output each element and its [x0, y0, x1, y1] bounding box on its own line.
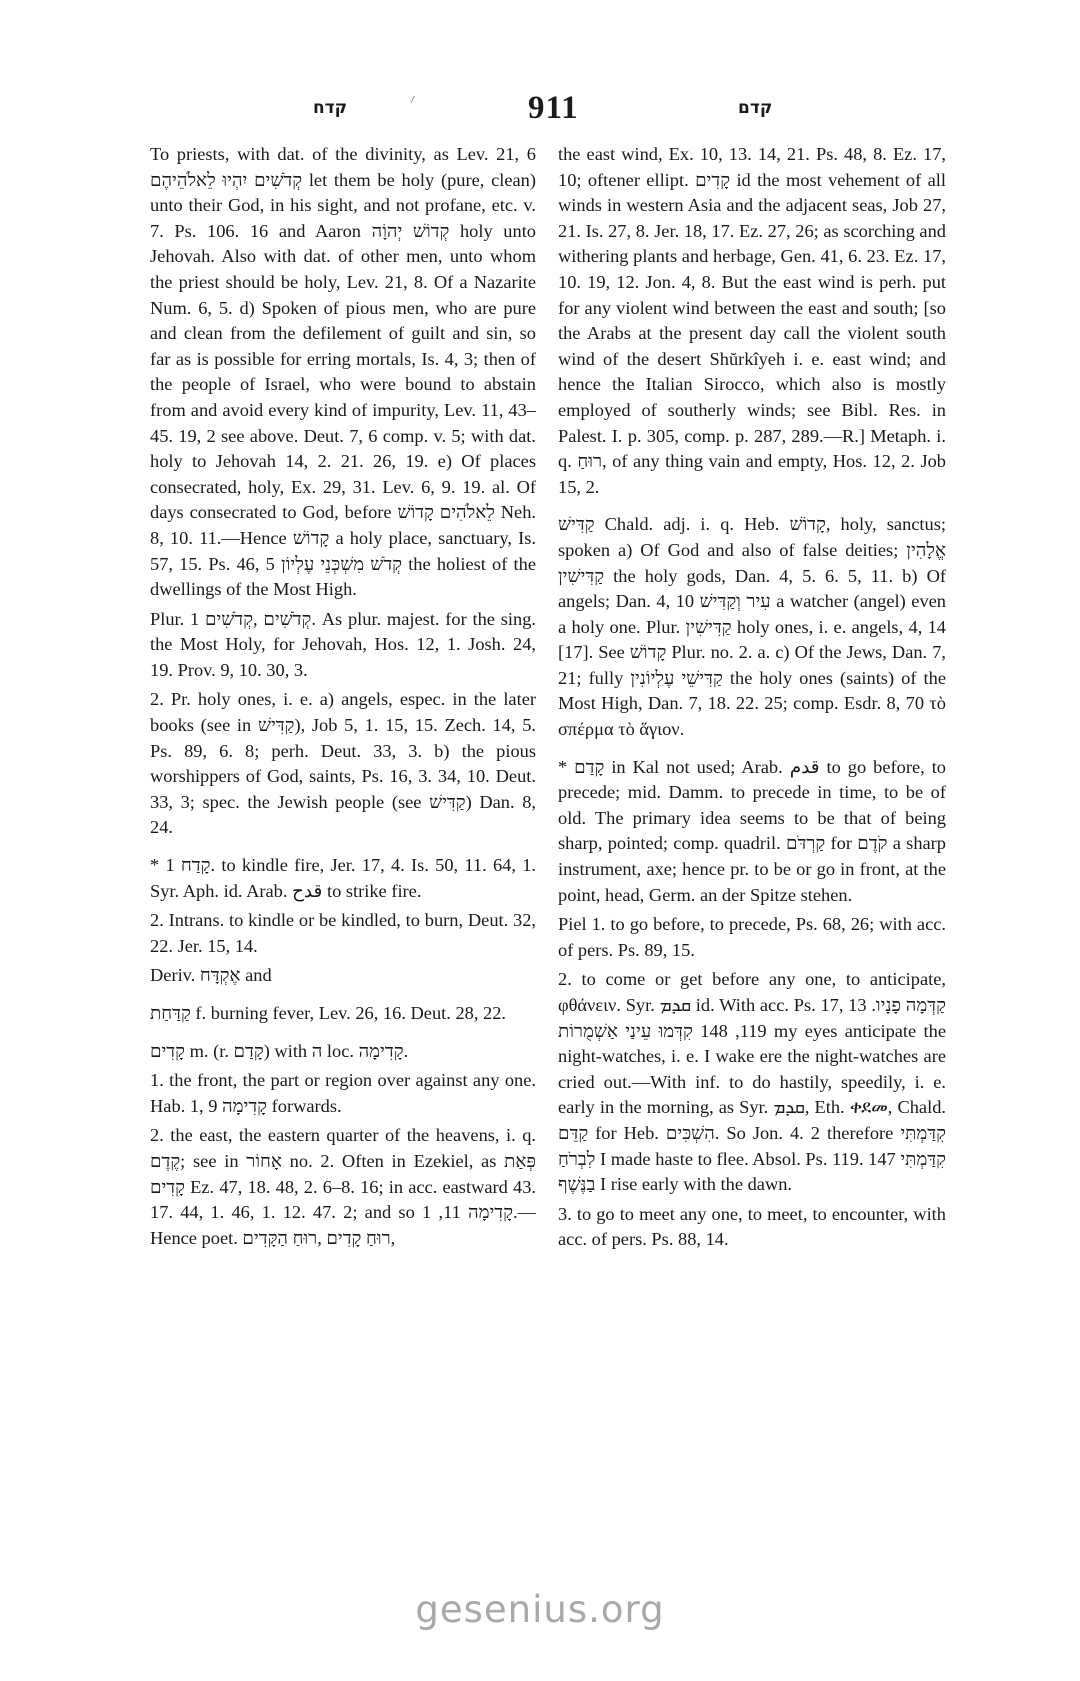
running-head-right: קדם — [738, 98, 773, 118]
paragraph: Piel 1. to go before, to precede, Ps. 68, 26; with acc. of pers. Ps. 89, 15. — [558, 914, 946, 960]
page-header — [0, 88, 1080, 138]
entry-kaddish: קַדִּישׁ Chald. adj. i. q. Heb. קָדוֹשׁ, holy, sanctus; spoken a) Of God and also of false deities; אֱלָהִין קַדִּישִׁין the holy gods, Dan. 4, 5. 6. 5, 11. b) Of angels; Dan. 4, 10 עִיר וְקַדִּישׁ a watcher (angel) even a holy one. Plur. קַדִּישִׁין holy ones, i. e. angels, 4, 14 [17]. See קָדוֹשׁ Plur. no. 2. a. c) Of the Jews, Dan. 7, 21; fully קַדִּישֵׁי עֶלְיוֹנִין the holy ones (saints) of the Most High, Dan. 7, 18. 22. 25; comp. Esdr. 8, 70 τὸ σπέρμα τὸ ἅγιον. — [558, 514, 947, 740]
paragraph: the east wind, Ex. 10, 13. 14, 21. Ps. 48, 8. Ez. 17, 10; oftener ellipt. קָדִים id the most vehement of all winds in western Asia and the adjacent seas, Job 27, 21. Is. 27, 8. Jer. 18, 17. Ez. 27, 26; as scorching and withering plants and herbage, Gen. 41, 6. 23. Ez. 17, 10. 19, 12. Jon. 4, 8. But the east wind is perh. put for any violent wind between the east and south; [so the Arabs at the present day call the violent south wind of the desert Shŭrkîyeh i. e. east wind; and hence the Italian Sirocco, which also is mostly employed of southerly winds; see Bibl. Res. in Palest. I. p. 305, comp. p. 287, 289.—R.] Metaph. i. q. רוּחַ, of any thing vain and empty, Hos. 12, 2. Job 15, 2. — [558, 144, 946, 497]
paragraph: To priests, with dat. of the divinity, as Lev. 21, 6 קְדֹשִׁים יִהְיוּ לֵאלֹהֵיהֶם let them be holy (pure, clean) unto their God, in his sight, and not profane, etc. v. 7. Ps. 106. 16 and Aaron קְדוֹשׁ יְהוָֹה holy unto Jehovah. Also with dat. of other men, unto whom the priest should be holy, Lev. 21, 8. Of a Nazarite Num. 6, 5. d) Spoken of pious men, who are pure and clean from the defilement of guilt and sin, so far as is possible for erring mortals, Is. 4, 3; then of the people of Israel, who were bound to abstain from and avoid every kind of impurity, Lev. 11, 43–45. 19, 2 see above. Deut. 7, 6 comp. v. 5; with dat. holy to Jehovah 14, 2. 21. 26, 19. e) Of places consecrated, holy, Ex. 29, 31. Lev. 6, 9. 19. al. Of days consecrated to God, before לֵאלֹהִים קָדוֹשׁ Neh. 8, 10. 11.—Hence קָדוֹשׁ a holy place, sanctuary, Is. 57, 15. Ps. 46, 5 קְדֹשׁ מִשְׁכְּנֵי עֶלְיוֹן the holiest of the dwellings of the Most High. — [150, 144, 537, 600]
watermark: gesenius.org — [415, 1588, 665, 1631]
paragraph: 2. Intrans. to kindle or be kindled, to burn, Deut. 32, 22. Jer. 15, 14. — [150, 910, 536, 956]
left-column — [150, 142, 536, 1251]
entry-kaddachat: קַדַּחַת f. burning fever, Lev. 26, 16. Deut. 28, 22. — [150, 1003, 507, 1023]
paragraph: Deriv. אֶקְדָּח and — [150, 965, 272, 986]
paragraph: 2. to come or get before any one, to anticipate, φθάνειν. Syr. ܩܕܡ id. With acc. Ps. 17, 13 קַדְּמָה פָנָיו. 119, 148 קִדְּמוּ עֵינַי אַשְׁמֻרוֹת my eyes anticipate the night-watches, i. e. I wake ere the night-watches are cried out.—With inf. to do hastily, speedily, i. e. early in the morning, as Syr. ܩܕܡ, Eth. ቀደመ, Chald. קַדֵּם for Heb. הִשְׁכִּים. So Jon. 4. 2 therefore קִדַּמְתִּי לִבְרֹחַ I made haste to flee. Absol. Ps. 119. 147 קִדַּמְתִּי בַנֶּשֶׁף I rise early with the dawn. — [558, 969, 946, 1195]
page-number: 911 — [528, 90, 579, 126]
right-column — [558, 142, 946, 1253]
paragraph: 3. to go to meet any one, to meet, to encounter, with acc. of pers. Ps. 88, 14. — [558, 1203, 946, 1250]
paragraph: 1. the front, the part or region over against any one. Hab. 1, 9 קָדִימָה forwards. — [150, 1070, 536, 1116]
entry-kadim: קָדִים m. (r. קָדַם) with ה loc. קָדִימָה. — [150, 1040, 409, 1061]
paragraph: 2. Pr. holy ones, i. e. a) angels, espec. in the later books (see in קַדִּישׁ), Job 5, 1. 15, 15. Zech. 14, 5. Ps. 89, 6. 8; perh. Deut. 33, 3. b) the pious worshippers of God, saints, Ps. 16, 3. 34, 10. Deut. 33, 3; spec. the Jewish people (see קַדִּישׁ) Dan. 8, 24. — [150, 689, 536, 838]
entry-kadach: * קָדַח 1. to kindle fire, Jer. 17, 4. Is. 50, 11. 64, 1. Syr. Aph. id. Arab. قدح to strike fire. — [150, 855, 537, 901]
paragraph: Plur. קְדֹשִׁים ,קְדֹשִׁים 1. As plur. majest. for the sing. the Most Holy, for Jehovah, Hos. 12, 1. Josh. 24, 19. Prov. 9, 10. 30, 3. — [150, 608, 536, 680]
running-head-left: קדח — [313, 98, 348, 118]
entry-kadam: * קָדַם in Kal not used; Arab. قدم to go before, to precede; mid. Damm. to precede in time, to be of old. The primary idea seems to be that of being sharp, pointed; comp. quadril. קַרְדֹּם for קֹדֶם a sharp instrument, axe; hence pr. to be or go in front, at the point, head, Germ. an der Spitze stehen. — [558, 756, 946, 905]
paragraph: 2. the east, the eastern quarter of the heavens, i. q. קֶדֶם; see in אָחוֹר no. 2. Often in Ezekiel, as פְּאַת קָדִים Ez. 47, 18. 48, 2. 6–8. 16; in acc. eastward 43. 17. 44, 1. 46, 1. 12. 47. 2; and so קָדִימָה 11, 1.—Hence poet. רוּחַ קָדִים ,רוּחַ הַקָּדִים, — [150, 1125, 536, 1248]
